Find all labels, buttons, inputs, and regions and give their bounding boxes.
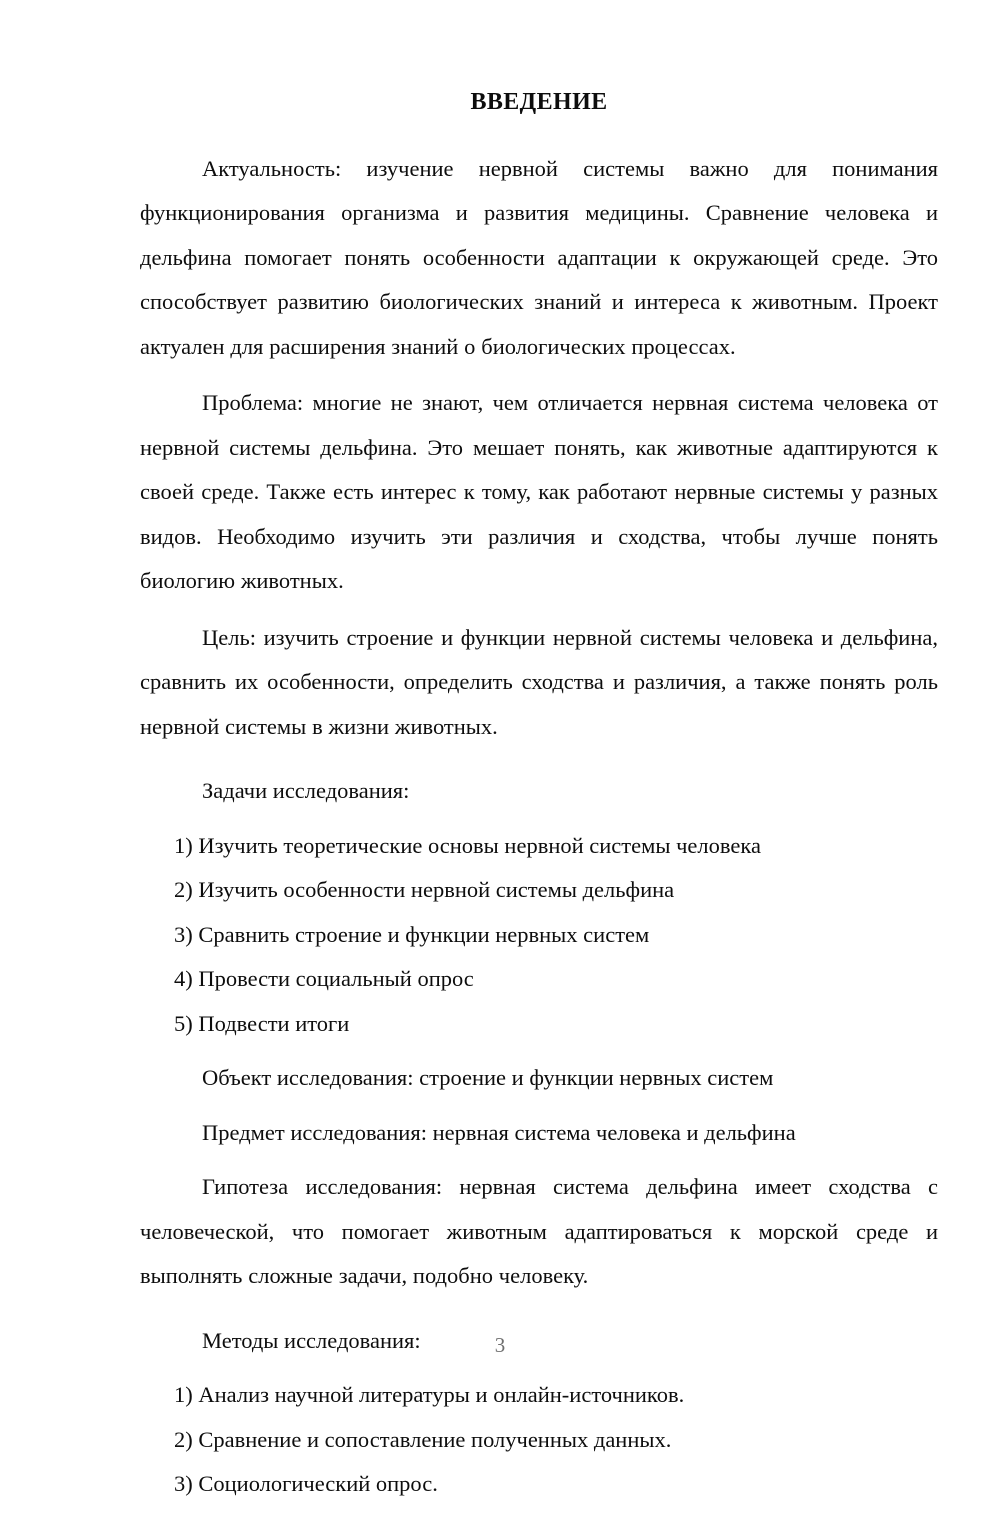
paragraph-subject: Предмет исследования: нервная система человека и дельфина [202,1119,796,1145]
spacer [140,761,938,769]
page-title: ВВЕДЕНИЕ [470,89,608,115]
list-item: 2) Изучить особенности нервной системы дельфина [174,877,675,903]
list-item: 1) Изучить теоретические основы нервной системы человека [174,832,761,858]
page-content [140,88,938,1517]
list-item: 3) Сравнить строение и функции нервных систем [174,921,650,947]
methods-heading: Методы исследования: [202,1327,421,1353]
list-item: 1) Анализ научной литературы и онлайн-источников. [174,1382,685,1408]
paragraph-relevance: Актуальность: изучение нервной системы важно для понимания функционирования организма и развития медицины. Сравнение человека и дельфина помогает понять особенности адаптации к окружающей среде. Это способствует развитию биологических знаний и интереса к животным. Проект актуален для расширения знаний о биологических процессах. [140,155,938,359]
paragraph-goal: Цель: изучить строение и функции нервной системы человека и дельфина, сравнить их особенности, определить сходства и различия, а также понять роль нервной системы в жизни животных. [140,624,938,739]
paragraph-hypothesis: Гипотеза исследования: нервная система дельфина имеет сходства с человеческой, что помогает животным адаптироваться к морской среде и выполнять сложные задачи, подобно человеку. [140,1174,938,1289]
spacer [140,1311,938,1319]
paragraph-problem: Проблема: многие не знают, чем отличается нервная система человека от нервной системы дельфина. Это мешает понять, как животные адаптируются к своей среде. Также есть интерес к тому, как работают нервные системы у разных видов. Необходимо изучить эти различия и сходства, чтобы лучше понять биологию животных. [140,390,938,594]
page-number: 3 [494,1333,506,1357]
tasks-heading: Задачи исследования: [202,778,410,804]
paragraph-object: Объект исследования: строение и функции нервных систем [202,1065,774,1091]
list-item: 2) Сравнение и сопоставление полученных данных. [174,1426,672,1452]
list-item: 3) Социологический опрос. [174,1471,438,1497]
tasks-list [140,824,938,1047]
list-item: 5) Подвести итоги [174,1010,350,1036]
methods-list [140,1373,938,1507]
list-item: 4) Провести социальный опрос [174,966,474,992]
